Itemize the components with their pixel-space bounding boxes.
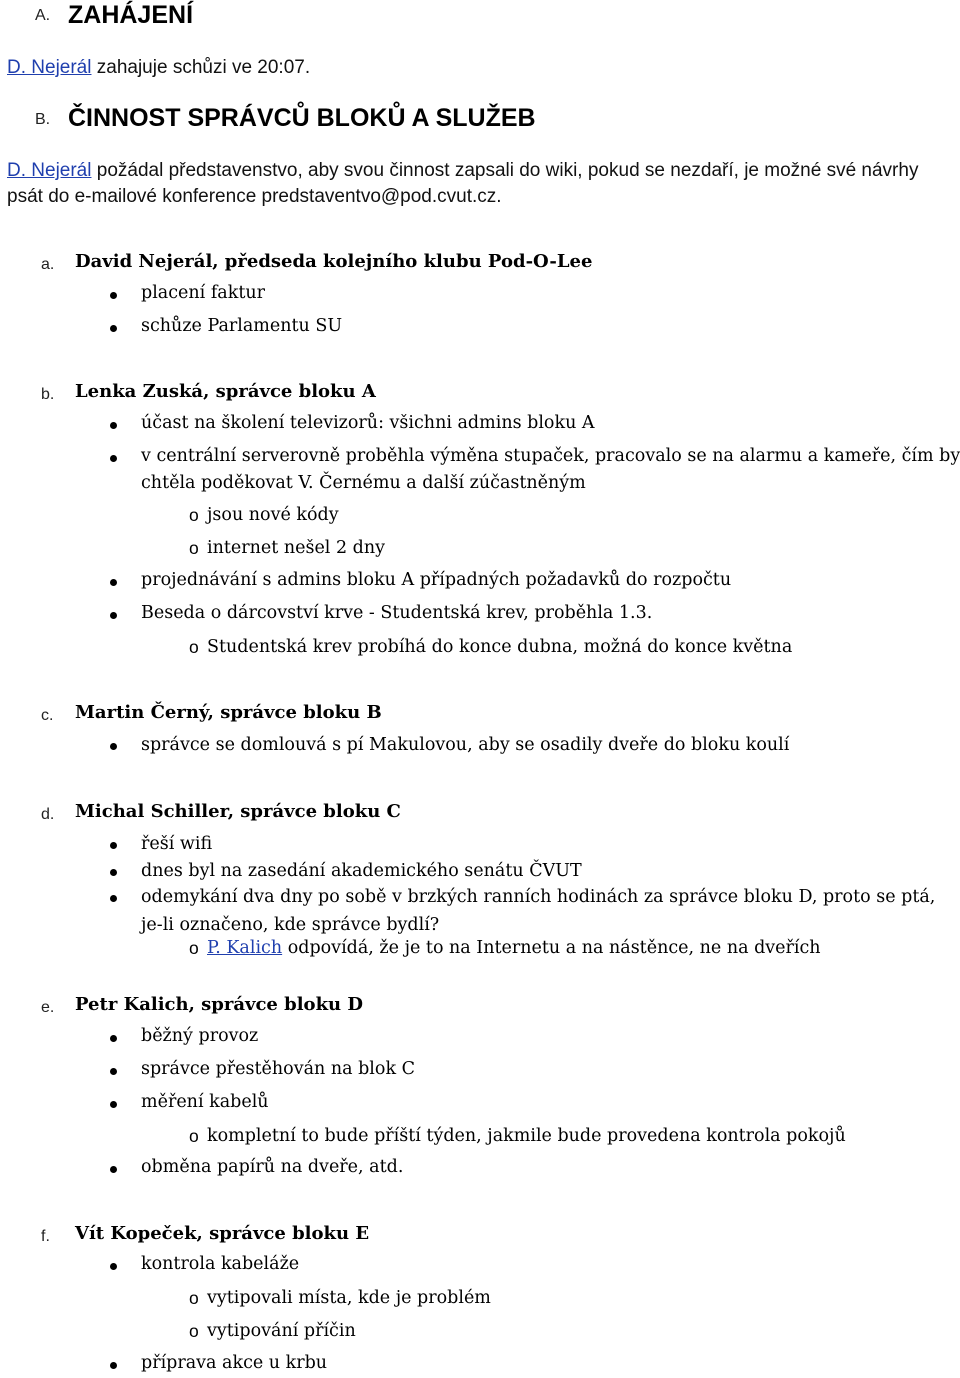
sub-marker: o	[189, 505, 199, 525]
block-label: d.	[41, 806, 55, 823]
list-item: kontrola kabeláže	[141, 1254, 300, 1274]
bullet-icon	[110, 1035, 117, 1042]
list-item: příprava akce u krbu	[141, 1353, 328, 1373]
list-item: obměna papírů na dveře, atd.	[141, 1157, 404, 1177]
section-label: A.	[35, 7, 51, 24]
bullet-icon	[110, 1263, 117, 1270]
paragraph-line: D. Nejerál požádal představenstvo, aby svou činnost zapsali do wiki, pokud se nezdaří, je možné své návrhy	[7, 160, 919, 181]
list-item: odemykání dva dny po sobě v brzkých ranních hodinách za správce bloku D, proto se ptá,	[141, 887, 936, 907]
list-item: účast na školení televizorů: všichni admins bloku A	[141, 413, 595, 433]
block-heading: Petr Kalich, správce bloku D	[75, 994, 363, 1015]
bullet-icon	[110, 842, 117, 849]
list-item: Beseda o dárcovství krve - Studentská krev, proběhla 1.3.	[141, 603, 653, 623]
section-title: ČINNOST SPRÁVCŮ BLOKŮ A SLUŽEB	[68, 104, 536, 132]
sub-marker: o	[189, 538, 199, 558]
list-item: správce přestěhován na blok C	[141, 1059, 416, 1079]
section-label: B.	[35, 111, 51, 128]
list-item: projednávání s admins bloku A případných požadavků do rozpočtu	[141, 570, 732, 590]
list-item: placení faktur	[141, 283, 266, 303]
bullet-icon	[110, 455, 117, 462]
bullet-icon	[110, 579, 117, 586]
bullet-icon	[110, 325, 117, 332]
list-item: řeší wifi	[141, 834, 213, 854]
sub-marker: o	[189, 1126, 199, 1146]
block-heading: Vít Kopeček, správce bloku E	[75, 1223, 370, 1244]
block-heading: Michal Schiller, správce bloku C	[75, 801, 401, 822]
bullet-icon	[110, 292, 117, 299]
intro-line: D. Nejerál zahajuje schůzi ve 20:07.	[7, 57, 311, 78]
bullet-icon	[110, 1101, 117, 1108]
block-heading: Martin Černý, správce bloku B	[75, 702, 382, 723]
sub-marker: o	[189, 1288, 199, 1308]
paragraph-line: psát do e-mailové konference predstaventvo@pod.cvut.cz.	[7, 186, 502, 207]
bullet-icon	[110, 612, 117, 619]
list-item: v centrální serverovně proběhla výměna stupaček, pracovalo se na alarmu a kameře, čím by	[141, 446, 960, 466]
section-title: ZAHÁJENÍ	[68, 1, 194, 29]
sub-item: jsou nové kódy	[207, 505, 339, 525]
sub-item: internet nešel 2 dny	[207, 538, 386, 558]
bullet-icon	[110, 1068, 117, 1075]
list-item: správce se domlouvá s pí Makulovou, aby se osadily dveře do bloku koulí	[141, 735, 790, 755]
sub-marker: o	[189, 1321, 199, 1341]
bullet-icon	[110, 1166, 117, 1173]
block-heading: David Nejerál, předseda kolejního klubu Pod-O-Lee	[75, 251, 593, 272]
list-item: dnes byl na zasedání akademického senátu ČVUT	[141, 861, 582, 881]
bullet-icon	[110, 895, 117, 902]
sub-marker: o	[189, 938, 199, 958]
block-label: c.	[41, 707, 54, 724]
sub-item: vytipovali místa, kde je problém	[207, 1288, 491, 1308]
list-item-continued: chtěla poděkovat V. Černému a další zúčastněným	[141, 473, 586, 493]
sub-item: kompletní to bude příští týden, jakmile bude provedena kontrola pokojů	[207, 1126, 846, 1146]
bullet-icon	[110, 743, 117, 750]
sub-marker: o	[189, 637, 199, 657]
person-link[interactable]: D. Nejerál	[7, 160, 92, 181]
sub-item: Studentská krev probíhá do konce dubna, možná do konce května	[207, 637, 793, 657]
block-label: f.	[41, 1228, 50, 1245]
sub-item: P. Kalich odpovídá, že je to na Internetu a na nástěnce, ne na dveřích	[207, 938, 821, 958]
block-label: a.	[41, 256, 55, 273]
sub-item: vytipování příčin	[207, 1321, 356, 1341]
list-item: běžný provoz	[141, 1026, 259, 1046]
block-label: e.	[41, 999, 55, 1016]
bullet-icon	[110, 869, 117, 876]
block-label: b.	[41, 386, 55, 403]
list-item-continued: je-li označeno, kde správce bydlí?	[141, 915, 440, 935]
person-link[interactable]: P. Kalich	[207, 938, 283, 958]
list-item: schůze Parlamentu SU	[141, 316, 343, 336]
person-link[interactable]: D. Nejerál	[7, 57, 92, 78]
block-heading: Lenka Zuská, správce bloku A	[75, 381, 376, 402]
bullet-icon	[110, 422, 117, 429]
bullet-icon	[110, 1362, 117, 1369]
list-item: měření kabelů	[141, 1092, 269, 1112]
